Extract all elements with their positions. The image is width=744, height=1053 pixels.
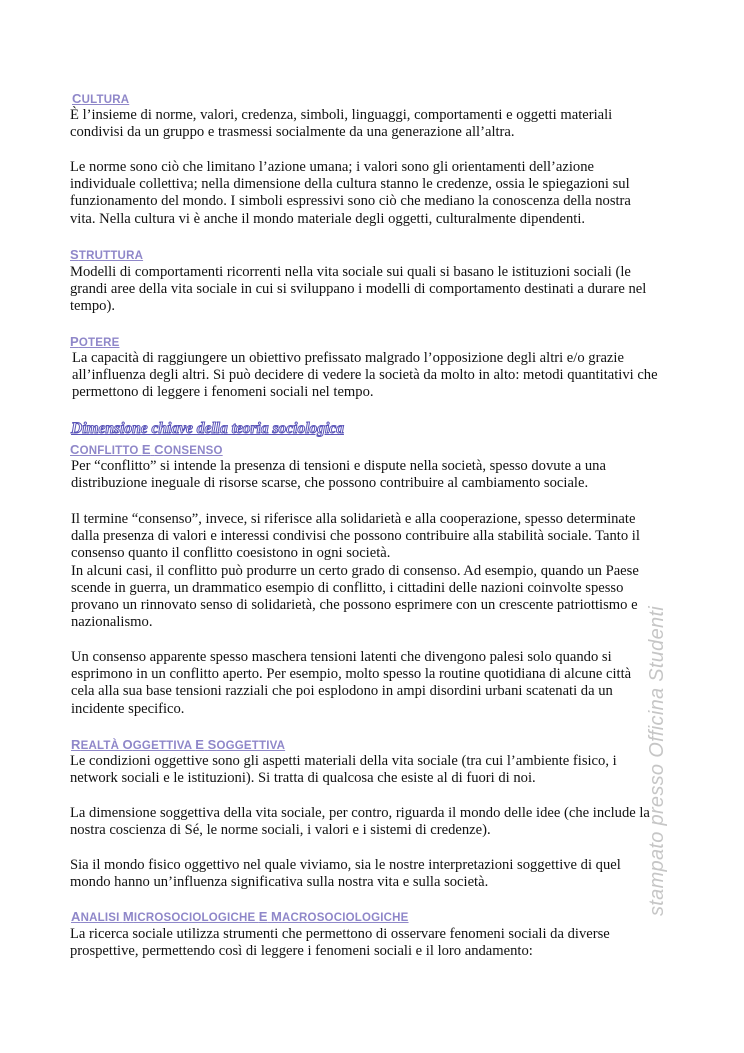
heading-cultura-text: CULTURA: [72, 91, 130, 106]
heading-potere: [70, 334, 120, 349]
text-line: grandi aree della vita sociale in cui si sviluppano i modelli di comportamento destinati a durare nel: [70, 281, 647, 298]
text-line: provano un rinnovato senso di solidarietà, che possono esprimere con un crescente patriottismo e: [71, 597, 638, 614]
heading-realta: [71, 737, 285, 752]
text-line: individuale collettiva; nella dimensione della cultura stanno le credenze, ossia le spiegazioni sul: [70, 176, 630, 193]
text-line: prospettive, permettendo così di leggere i fenomeni sociali e il loro andamento:: [70, 943, 533, 960]
text-line: Modelli di comportamenti ricorrenti nella vita sociale sui quali si basano le istituzioni sociali (le: [70, 264, 631, 280]
text-line: Le condizioni oggettive sono gli aspetti materiali della vita sociale (tra cui l’ambiente fisico, i: [70, 753, 617, 769]
heading-analisi-text: ANALISI MICROSOCIOLOGICHE E MACROSOCIOLOGICHE: [71, 909, 409, 924]
paragraph-cultura-1: [70, 107, 675, 141]
text-line: condivisi da un gruppo e trasmessi socialmente da una generazione all’altra.: [70, 124, 515, 141]
section-title-dimensione: Dimensione chiave della teoria sociologica: [71, 420, 344, 437]
text-line: distribuzione ineguale di risorse scarse, che possono contribuire al cambiamento sociale.: [71, 475, 589, 492]
text-line: vita. Nella cultura vi è anche il mondo materiale degli oggetti, culturalmente dipendenti.: [70, 210, 586, 227]
paragraph-realta-2: [70, 805, 675, 839]
paragraph-analisi-1: [70, 926, 675, 960]
text-line: permettono di leggere i fenomeni sociali nel tempo.: [72, 384, 374, 401]
heading-struttura: [70, 247, 143, 262]
text-line: La ricerca sociale utilizza strumenti che permettono di osservare fenomeni sociali da diverse: [70, 926, 610, 942]
text-line: mondo hanno un’influenza significativa sulla nostra vita e sulla società.: [70, 874, 489, 891]
text-line: network sociali e le istituzioni). Si tratta di qualcosa che esiste al di fuori di noi.: [70, 770, 536, 787]
paragraph-realta-3: [70, 857, 675, 891]
heading-realta-text: REALTÀ OGGETTIVA E SOGGETTIVA: [71, 737, 286, 752]
text-line: La dimensione soggettiva della vita sociale, per contro, riguarda il mondo delle idee (che include la: [70, 805, 650, 821]
text-line: È l’insieme di norme, valori, credenza, simboli, linguaggi, comportamenti e oggetti materiali: [70, 107, 613, 123]
paragraph-conflitto-3: [71, 649, 676, 718]
text-line: nostra coscienza di Sé, le norme sociali, i valori e i sistemi di credenze).: [70, 822, 491, 839]
heading-struttura-text: STRUTTURA: [70, 247, 144, 262]
text-line: consenso quanto il conflitto coesistono in ogni società.: [71, 545, 391, 562]
text-line: Sia il mondo fisico oggettivo nel quale viviamo, sia le nostre interpretazioni soggettive di quel: [70, 857, 621, 873]
paragraph-potere-1: [72, 350, 677, 402]
text-line: funzionamento del mondo. I simboli espressivi sono ciò che mediano la conoscenza della nostra: [70, 193, 631, 210]
text-line: scende in guerra, un drammatico esempio di conflitto, i cittadini delle nazioni coinvolte spesso: [71, 579, 624, 596]
watermark-text: stampato presso Officina Studenti: [646, 605, 668, 916]
text-line: all’influenza degli altri. Si può decidere di vedere la società da molto in alto: metodi quantitativi che: [72, 367, 658, 384]
paragraph-conflitto-2: [71, 511, 676, 631]
text-line: Il termine “consenso”, invece, si riferisce alla solidarietà e alla cooperazione, spesso determinate: [71, 511, 636, 527]
paragraph-realta-1: [70, 753, 675, 787]
heading-potere-text: POTERE: [70, 334, 120, 349]
text-line: La capacità di raggiungere un obiettivo prefissato malgrado l’opposizione degli altri e/o grazie: [72, 350, 624, 366]
text-line: tempo).: [70, 298, 115, 315]
text-line: incidente specifico.: [71, 700, 185, 717]
heading-analisi: [71, 909, 409, 924]
text-line: cela alla sua base tensioni razziali che poi esplodono in ampi disordini urbani scatenati da un: [71, 683, 613, 700]
text-line: nazionalismo.: [71, 614, 153, 631]
paragraph-struttura-1: [70, 264, 675, 316]
text-line: Le norme sono ciò che limitano l’azione umana; i valori sono gli orientamenti dell’azione: [70, 159, 594, 175]
heading-cultura: [72, 91, 129, 106]
text-line: Un consenso apparente spesso maschera tensioni latenti che divengono palesi solo quando si: [71, 649, 612, 665]
heading-conflitto-text: CONFLITTO E CONSENSO: [70, 442, 223, 457]
heading-conflitto: [70, 442, 223, 457]
paragraph-cultura-2: [70, 159, 675, 228]
text-line: In alcuni casi, il conflitto può produrre un certo grado di consenso. Ad esempio, quando un Paese: [71, 562, 639, 579]
text-line: esprimono in un conflitto aperto. Per esempio, molto spesso la routine quotidiana di alcune città: [71, 666, 632, 683]
text-line: Per “conflitto” si intende la presenza di tensioni e dispute nella società, spesso dovute a una: [71, 458, 606, 474]
text-line: dalla presenza di valori e interessi condivisi che possono contribuire alla stabilità sociale. Tanto il: [71, 528, 640, 545]
paragraph-conflitto-1: [71, 458, 676, 492]
